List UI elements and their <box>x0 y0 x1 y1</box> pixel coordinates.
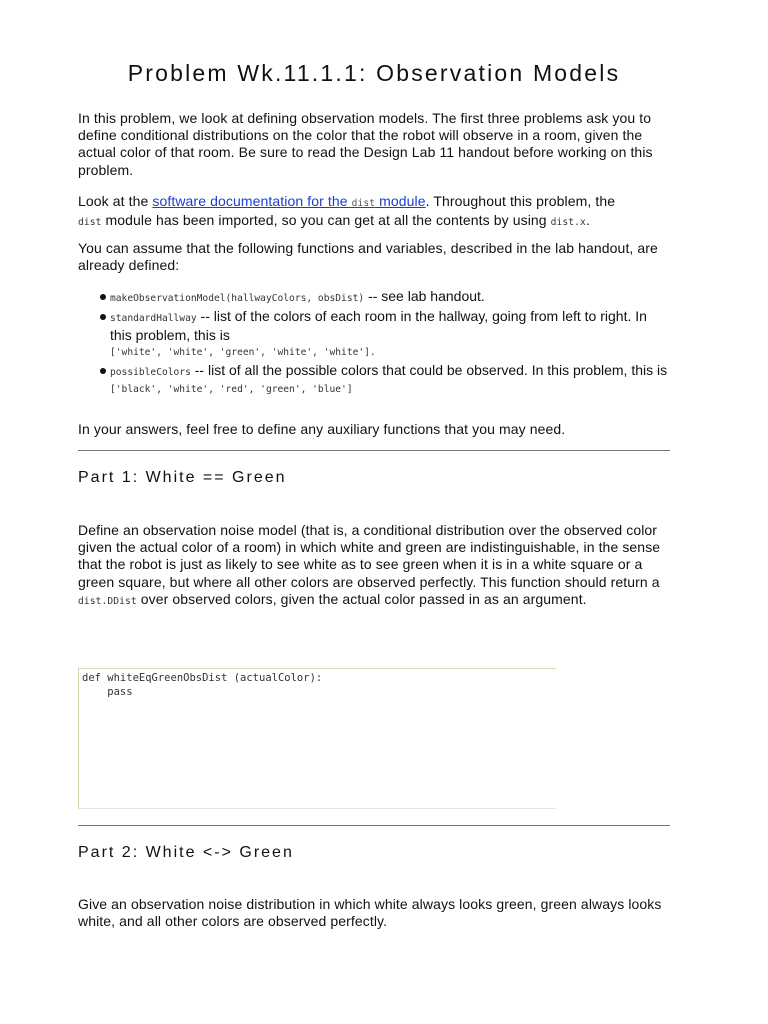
part1-desc-a: Define an observation noise model (that is, a conditional distribution over the observed color given the actual color of a room) in which white and green are indistinguishable, in the sense that the robot is just as likely to see white as to see green when it is in a white square or a green square, but where all other colors are observed perfectly. This function should return a <box>78 522 661 590</box>
part1-heading: Part 1: White == Green <box>78 469 287 486</box>
dist-code: dist <box>78 217 102 229</box>
section-divider <box>78 450 670 451</box>
list-item <box>78 308 670 362</box>
docs-end: . <box>585 212 590 229</box>
link-suffix: module <box>375 193 426 209</box>
item-value: ['white', 'white', 'green', 'white', 'white']. <box>110 346 376 358</box>
bullet-icon <box>100 314 106 320</box>
dist-x-code: dist.x <box>550 217 586 229</box>
part1-desc-b: over observed colors, given the actual color passed in as an argument. <box>136 590 587 607</box>
item-text: -- list of the colors of each room in the hallway, going from left to right. In this problem, this is <box>110 307 647 343</box>
part2-description: Give an observation noise distribution in which white always looks green, green always looks white, and all other colors are observed perfectly. <box>78 896 662 930</box>
intro-paragraph: In this problem, we look at defining observation models. The first three problems ask you to define conditional distributions on the color that the robot will observe in a room, given the actual color of that room. Be sure to read the Design Lab 11 handout before working on this problem. <box>78 110 653 178</box>
part2-heading: Part 2: White <-> Green <box>78 844 294 861</box>
item-text: -- see lab handout. <box>364 288 485 304</box>
page-title: Problem Wk.11.1.1: Observation Models <box>127 60 621 86</box>
list-item <box>78 362 670 400</box>
link-code: dist <box>351 198 376 209</box>
docs-paragraph <box>78 193 670 231</box>
assume-paragraph: You can assume that the following functions and variables, described in the lab handout, are already defined: <box>78 240 658 274</box>
defined-items-list <box>78 288 670 399</box>
part1-code-editor[interactable] <box>78 668 556 809</box>
bullet-icon <box>100 368 106 374</box>
item-value: ['black', 'white', 'red', 'green', 'blue'] <box>110 384 353 395</box>
docs-prefix: Look at the <box>78 193 153 209</box>
part1-description <box>78 522 670 610</box>
link-text: software documentation for the <box>152 193 352 209</box>
item-code: possibleColors <box>110 366 191 378</box>
docs-after-link: . Throughout this problem, the <box>425 193 616 209</box>
docs-middle: module has been imported, so you can get at all the contents by using <box>101 212 551 229</box>
auxiliary-note: In your answers, feel free to define any auxiliary functions that you may need. <box>78 421 566 437</box>
item-code: makeObservationModel(hallwayColors, obsDist) <box>110 293 365 304</box>
ddist-code: dist.DDist <box>78 595 137 607</box>
item-code: standardHallway <box>110 312 197 324</box>
section-divider <box>78 825 670 826</box>
bullet-icon <box>100 294 106 300</box>
list-item <box>78 288 670 308</box>
item-text: -- list of all the possible colors that could be observed. In this problem, this is <box>190 361 668 378</box>
software-documentation-link[interactable] <box>152 193 425 209</box>
